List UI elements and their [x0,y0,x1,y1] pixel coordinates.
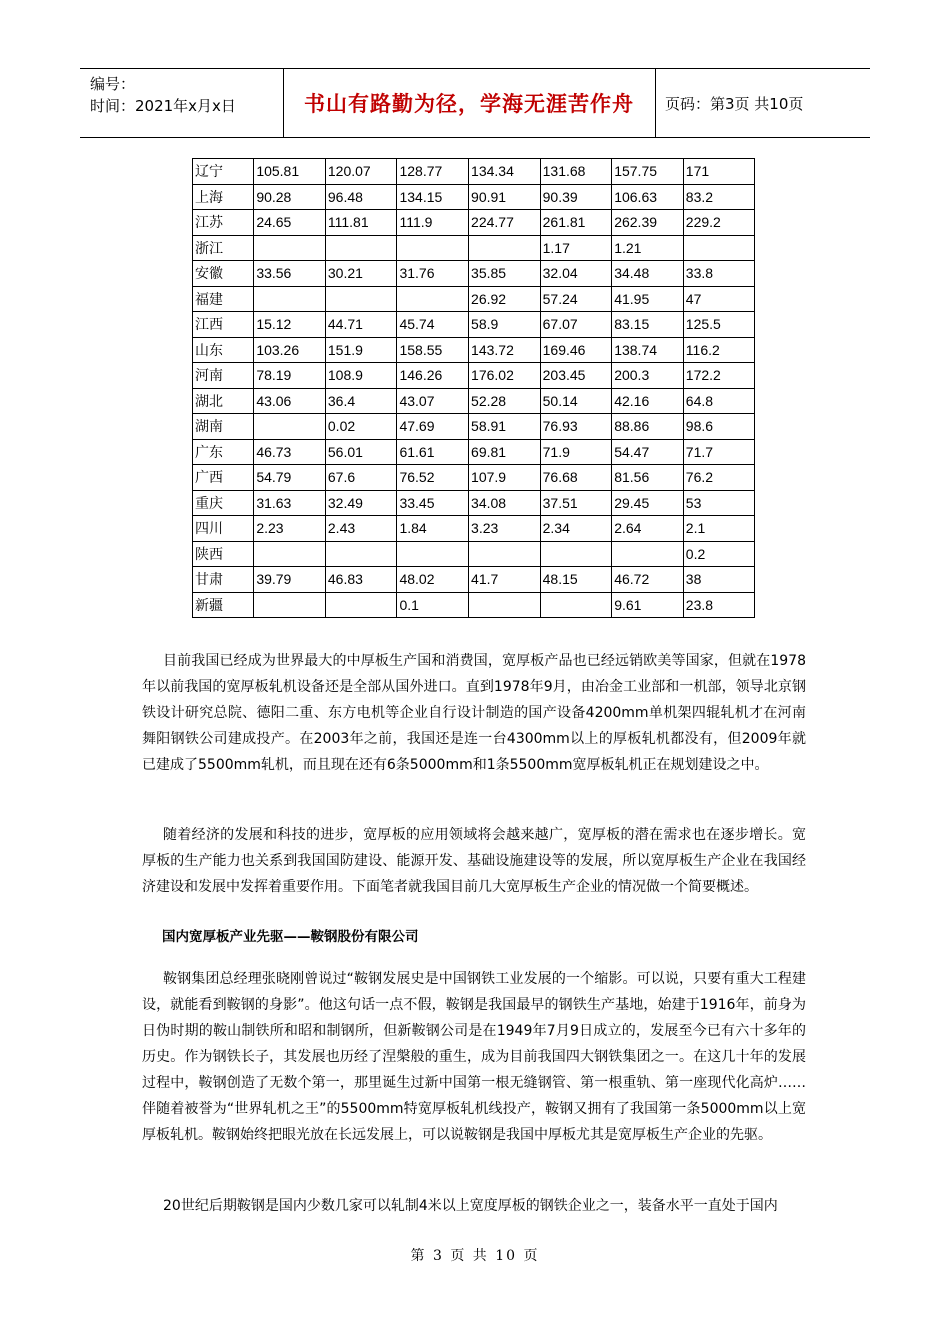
paragraph-1: 目前我国已经成为世界最大的中厚板生产国和消费国，宽厚板产品也已经远销欧美等国家，但就在1978年以前我国的宽厚板轧机设备还是全部从国外进口。直到1978年9月，由冶金工业部和一机部，领导北京钢铁设计研究总院、德阳二重、东方电机等企业自行设计制造的国产设备4200mm单机架四辊轧机才在河南舞阳钢铁公司建成投产。在2003年之前，我国还是连一台4300mm以上的厚板轧机都没有，但2009年就已建成了5500mm轧机，而且现在还有6条5000mm和1条5500mm宽厚板轧机正在规划建设之中。 [142,653,806,773]
value-cell: 128.77 [397,159,469,185]
value-cell: 96.48 [325,184,397,210]
value-cell: 23.8 [683,592,754,618]
value-cell: 33.8 [683,261,754,287]
value-cell: 41.7 [469,567,541,593]
table-row [193,414,755,440]
table-row [193,567,755,593]
table-row [193,159,755,185]
value-cell: 24.65 [254,210,326,236]
value-cell: 37.51 [540,490,612,516]
table-row [193,337,755,363]
province-cell: 山东 [193,337,254,363]
document-number-label: 编号： [90,75,136,93]
value-cell: 98.6 [683,414,754,440]
page-footer [0,1245,950,1265]
header-motto: 书山有路勤为径，学海无涯苦作舟 [304,92,634,116]
paragraph-4: 20世纪后期鞍钢是国内少数几家可以轧制4米以上宽度厚板的钢铁企业之一，装备水平一直处于国内 [163,1198,778,1214]
value-cell [325,592,397,618]
value-cell: 46.73 [254,439,326,465]
value-cell: 88.86 [612,414,684,440]
value-cell: 151.9 [325,337,397,363]
value-cell: 46.83 [325,567,397,593]
table-row [193,465,755,491]
value-cell: 30.21 [325,261,397,287]
value-cell: 44.71 [325,312,397,338]
paragraph-3: 鞍钢集团总经理张晓刚曾说过“鞍钢发展史是中国钢铁工业发展的一个缩影。可以说，只要有重大工程建设，就能看到鞍钢的身影”。他这句话一点不假，鞍钢是我国最早的钢铁生产基地，始建于1916年，前身为日伪时期的鞍山制铁所和昭和制钢所，但新鞍钢公司是在1949年7月9日成立的，发展至今已有六十多年的历史。作为钢铁长子，其发展也历经了涅槃般的重生，成为目前我国四大钢铁集团之一。在这几十年的发展过程中，鞍钢创造了无数个第一，那里诞生过新中国第一根无缝钢管、第一根重轨、第一座现代化高炉……伴随着被誉为“世界轧机之王”的5500mm特宽厚板轧机线投产，鞍钢又拥有了我国第一条5000mm以上宽厚板轧机。鞍钢始终把眼光放在长远发展上，可以说鞍钢是我国中厚板尤其是宽厚板生产企业的先驱。 [142,971,806,1143]
table-row [193,210,755,236]
footer-mid: 页 共 [450,1248,489,1264]
value-cell: 105.81 [254,159,326,185]
value-cell: 134.34 [469,159,541,185]
table-row [193,490,755,516]
province-cell: 重庆 [193,490,254,516]
province-cell: 陕西 [193,541,254,567]
value-cell: 224.77 [469,210,541,236]
value-cell: 43.07 [397,388,469,414]
footer-prefix: 第 [410,1248,427,1264]
value-cell: 203.45 [540,363,612,389]
value-cell: 108.9 [325,363,397,389]
province-cell: 湖北 [193,388,254,414]
province-cell: 广东 [193,439,254,465]
value-cell [469,592,541,618]
value-cell: 1.21 [612,235,684,261]
value-cell: 52.28 [469,388,541,414]
value-cell: 106.63 [612,184,684,210]
value-cell: 131.68 [540,159,612,185]
table-row [193,516,755,542]
footer-page-total: 10 [495,1248,518,1264]
value-cell: 71.7 [683,439,754,465]
value-cell: 169.46 [540,337,612,363]
value-cell: 111.81 [325,210,397,236]
value-cell: 229.2 [683,210,754,236]
value-cell [612,541,684,567]
value-cell: 47.69 [397,414,469,440]
table-row [193,261,755,287]
value-cell [540,592,612,618]
header-page-number: 页码：第3页 共10页 [665,94,804,113]
table-row [193,312,755,338]
province-cell: 浙江 [193,235,254,261]
value-cell: 26.92 [469,286,541,312]
value-cell: 107.9 [469,465,541,491]
header-divider-right [655,69,656,137]
value-cell: 61.61 [397,439,469,465]
value-cell: 2.23 [254,516,326,542]
paragraph-2: 随着经济的发展和科技的进步，宽厚板的应用领域将会越来越广，宽厚板的潜在需求也在逐步增长。宽厚板的生产能力也关系到我国国防建设、能源开发、基础设施建设等的发展，所以宽厚板生产企业在我国经济建设和发展中发挥着重要作用。下面笔者就我国目前几大宽厚板生产企业的情况做一个简要概述。 [142,827,806,895]
value-cell: 200.3 [612,363,684,389]
value-cell: 90.91 [469,184,541,210]
province-cell: 甘肃 [193,567,254,593]
value-cell: 53 [683,490,754,516]
value-cell: 15.12 [254,312,326,338]
value-cell: 56.01 [325,439,397,465]
value-cell: 134.15 [397,184,469,210]
value-cell: 0.1 [397,592,469,618]
value-cell: 54.79 [254,465,326,491]
value-cell: 172.2 [683,363,754,389]
value-cell [540,541,612,567]
province-cell: 河南 [193,363,254,389]
value-cell [325,235,397,261]
value-cell: 2.34 [540,516,612,542]
value-cell: 36.4 [325,388,397,414]
table-row [193,592,755,618]
page-header [80,68,870,138]
value-cell: 3.23 [469,516,541,542]
value-cell: 2.64 [612,516,684,542]
value-cell: 46.72 [612,567,684,593]
value-cell: 176.02 [469,363,541,389]
value-cell: 2.43 [325,516,397,542]
value-cell [397,286,469,312]
value-cell: 33.56 [254,261,326,287]
province-cell: 湖南 [193,414,254,440]
value-cell: 261.81 [540,210,612,236]
value-cell: 76.93 [540,414,612,440]
value-cell: 111.9 [397,210,469,236]
value-cell [683,235,754,261]
value-cell: 67.6 [325,465,397,491]
section-heading: 国内宽厚板产业先驱——鞍钢股份有限公司 [162,929,419,945]
production-table [192,158,755,618]
value-cell: 125.5 [683,312,754,338]
value-cell: 67.07 [540,312,612,338]
table-row [193,286,755,312]
value-cell: 35.85 [469,261,541,287]
table-row [193,184,755,210]
value-cell: 39.79 [254,567,326,593]
value-cell: 29.45 [612,490,684,516]
footer-page-number: 3 [432,1248,444,1264]
value-cell [397,235,469,261]
header-meta [90,73,236,117]
value-cell: 120.07 [325,159,397,185]
footer-suffix: 页 [523,1248,540,1264]
value-cell: 78.19 [254,363,326,389]
document-time-label: 时间：2021年x月x日 [90,97,236,115]
value-cell: 116.2 [683,337,754,363]
value-cell: 48.02 [397,567,469,593]
value-cell: 58.9 [469,312,541,338]
province-cell: 广西 [193,465,254,491]
value-cell: 57.24 [540,286,612,312]
province-cell: 辽宁 [193,159,254,185]
value-cell: 171 [683,159,754,185]
value-cell: 1.84 [397,516,469,542]
value-cell: 90.28 [254,184,326,210]
value-cell: 90.39 [540,184,612,210]
table-row [193,439,755,465]
province-cell: 安徽 [193,261,254,287]
value-cell: 76.2 [683,465,754,491]
value-cell: 9.61 [612,592,684,618]
value-cell [397,541,469,567]
value-cell: 48.15 [540,567,612,593]
value-cell: 69.81 [469,439,541,465]
value-cell: 76.52 [397,465,469,491]
value-cell: 64.8 [683,388,754,414]
value-cell: 0.02 [325,414,397,440]
value-cell: 143.72 [469,337,541,363]
province-cell: 江西 [193,312,254,338]
value-cell [254,592,326,618]
value-cell [254,414,326,440]
value-cell [325,541,397,567]
value-cell: 38 [683,567,754,593]
table-row [193,235,755,261]
value-cell: 50.14 [540,388,612,414]
value-cell: 33.45 [397,490,469,516]
value-cell: 76.68 [540,465,612,491]
value-cell: 31.76 [397,261,469,287]
value-cell: 43.06 [254,388,326,414]
value-cell: 71.9 [540,439,612,465]
value-cell: 32.04 [540,261,612,287]
value-cell: 0.2 [683,541,754,567]
value-cell: 2.1 [683,516,754,542]
value-cell [469,235,541,261]
province-cell: 新疆 [193,592,254,618]
value-cell: 45.74 [397,312,469,338]
value-cell: 83.15 [612,312,684,338]
value-cell [254,235,326,261]
value-cell [469,541,541,567]
value-cell: 32.49 [325,490,397,516]
value-cell: 42.16 [612,388,684,414]
table-row [193,541,755,567]
value-cell: 34.08 [469,490,541,516]
province-cell: 江苏 [193,210,254,236]
value-cell: 262.39 [612,210,684,236]
value-cell [254,541,326,567]
value-cell: 1.17 [540,235,612,261]
value-cell: 54.47 [612,439,684,465]
value-cell: 157.75 [612,159,684,185]
table-row [193,388,755,414]
value-cell: 58.91 [469,414,541,440]
value-cell: 81.56 [612,465,684,491]
value-cell [254,286,326,312]
value-cell: 83.2 [683,184,754,210]
value-cell: 47 [683,286,754,312]
value-cell: 31.63 [254,490,326,516]
value-cell [325,286,397,312]
table-row [193,363,755,389]
value-cell: 138.74 [612,337,684,363]
value-cell: 34.48 [612,261,684,287]
province-cell: 上海 [193,184,254,210]
province-cell: 福建 [193,286,254,312]
value-cell: 103.26 [254,337,326,363]
province-cell: 四川 [193,516,254,542]
value-cell: 146.26 [397,363,469,389]
value-cell: 41.95 [612,286,684,312]
value-cell: 158.55 [397,337,469,363]
